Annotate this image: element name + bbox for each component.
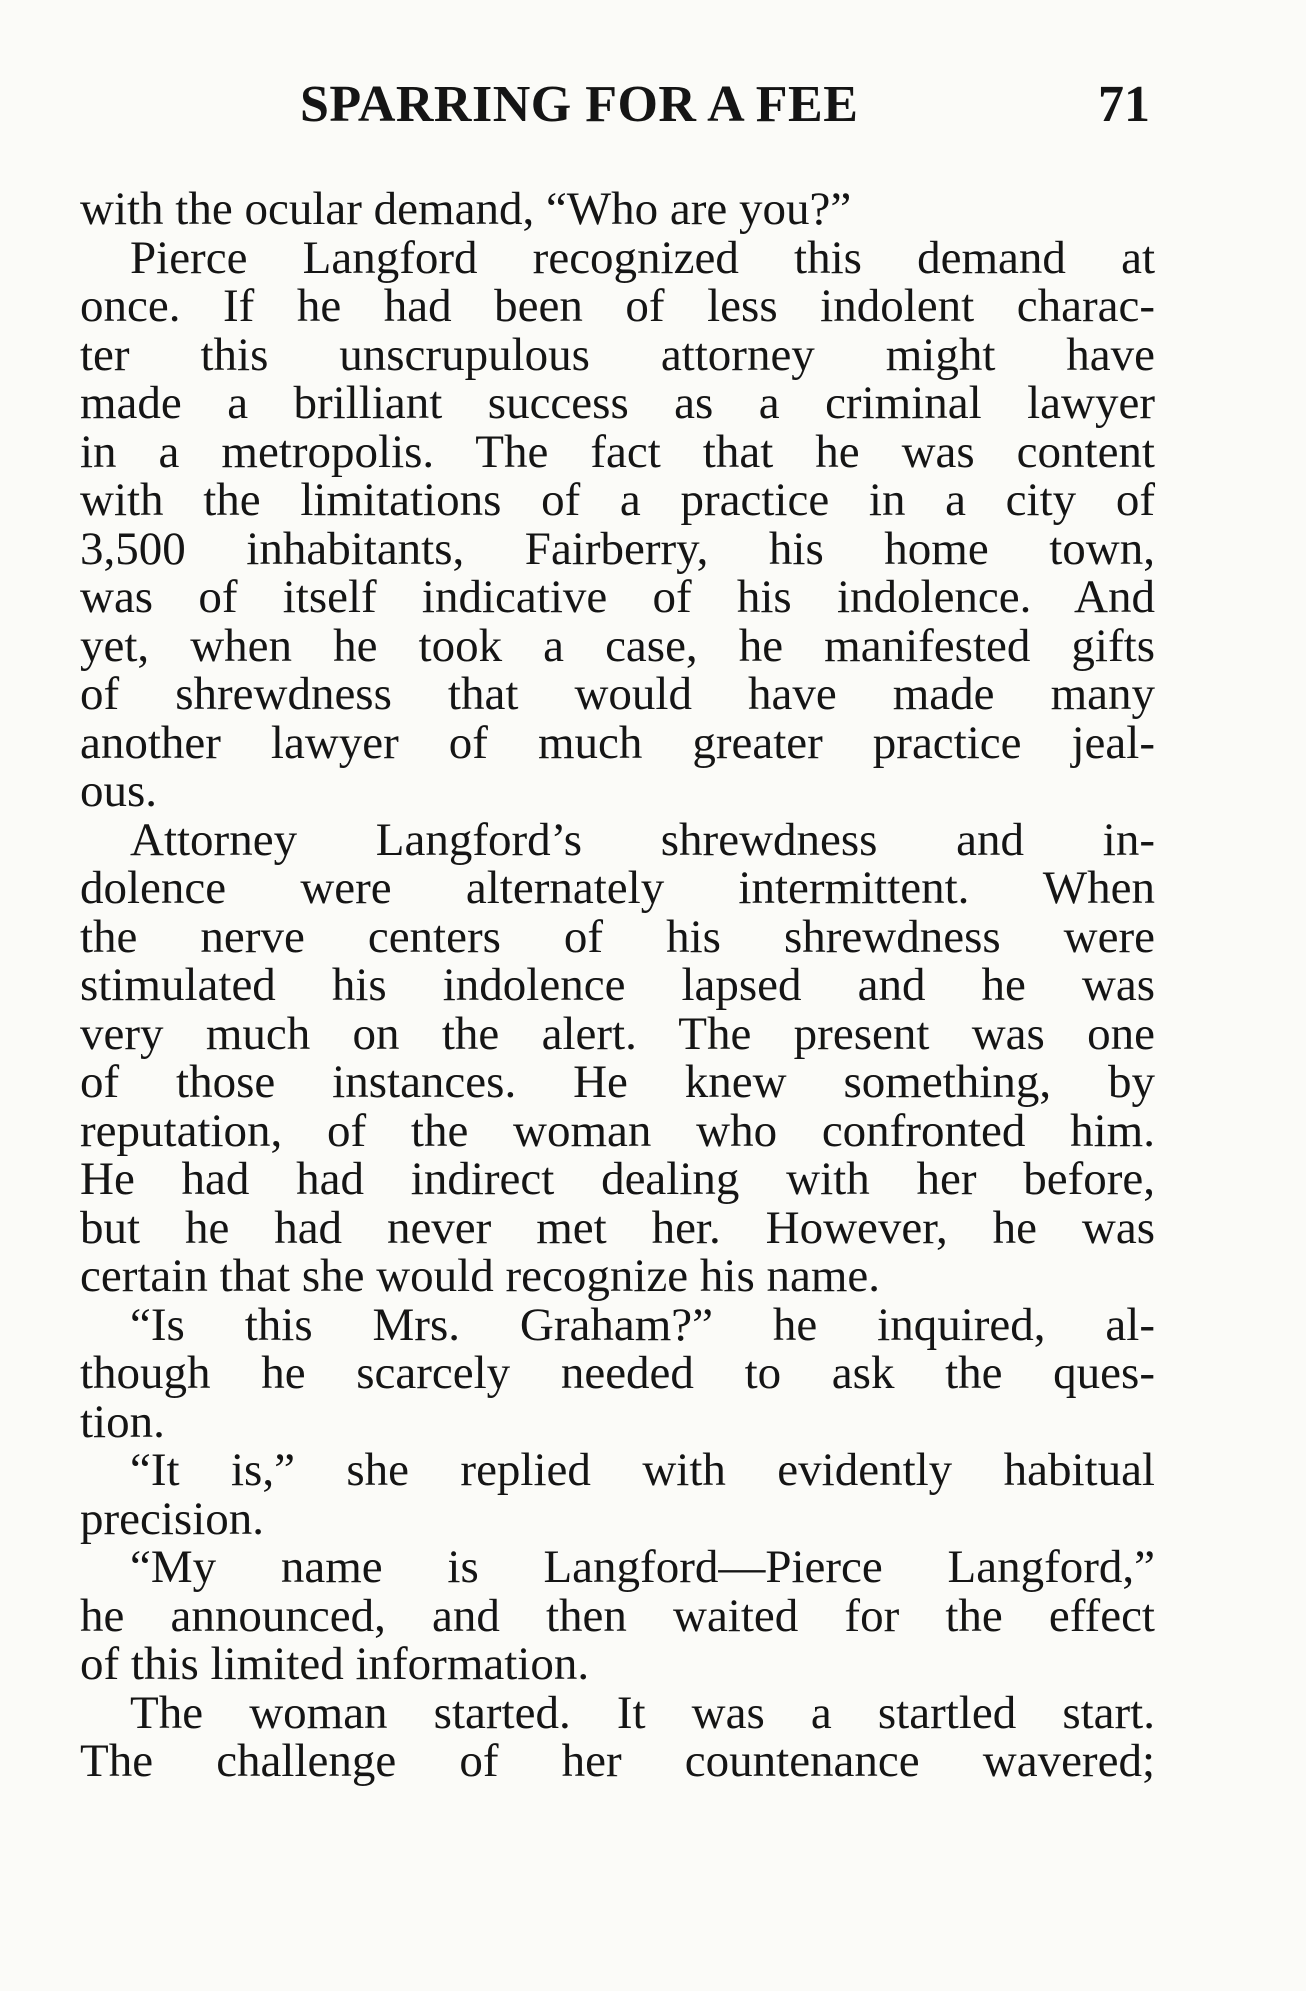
text-line: in a metropolis. The fact that he was content: [80, 425, 1155, 478]
text-line: The woman started. It was a startled start.: [130, 1686, 1155, 1739]
text-line: He had had indirect dealing with her before,: [80, 1153, 1155, 1205]
text-line: “Is this Mrs. Graham?” he inquired, al-: [130, 1298, 1155, 1351]
body-text: [80, 185, 1155, 1786]
page-header: [300, 70, 1160, 140]
text-line: with the ocular demand, “Who are you?”: [80, 183, 852, 235]
text-line: made a brilliant success as a criminal lawyer: [80, 377, 1155, 429]
text-line: The challenge of her countenance wavered;: [80, 1735, 1155, 1787]
text-line: reputation, of the woman who confronted him.: [80, 1104, 1155, 1157]
text-line: certain that she would recognize his name.: [80, 1250, 881, 1302]
text-line: yet, when he took a case, he manifested gifts: [80, 619, 1155, 672]
text-line: “It is,” she replied with evidently habitual: [130, 1444, 1155, 1496]
text-line: with the limitations of a practice in a city of: [80, 474, 1155, 526]
text-line: Attorney Langford’s shrewdness and in-: [130, 813, 1155, 866]
text-line: 3,500 inhabitants, Fairberry, his home town,: [80, 522, 1155, 575]
text-line: once. If he had been of less indolent charac-: [80, 280, 1155, 332]
text-line: “My name is Langford—Pierce Langford,”: [130, 1541, 1155, 1593]
text-line: dolence were alternately intermittent. When: [80, 862, 1155, 914]
text-line: ous.: [80, 765, 158, 817]
text-line: precision.: [80, 1492, 265, 1545]
page-number: 71: [1098, 76, 1150, 133]
text-line: he announced, and then waited for the effect: [80, 1589, 1155, 1642]
text-line: stimulated his indolence lapsed and he was: [80, 959, 1155, 1011]
running-title: SPARRING FOR A FEE: [300, 76, 859, 133]
text-line: but he had never met her. However, he was: [80, 1201, 1155, 1254]
text-line: very much on the alert. The present was one: [80, 1007, 1155, 1060]
text-line: was of itself indicative of his indolence. And: [80, 571, 1155, 623]
text-line: tion.: [80, 1395, 165, 1448]
text-line: of shrewdness that would have made many: [80, 668, 1155, 720]
text-line: the nerve centers of his shrewdness were: [80, 910, 1155, 963]
text-line: of this limited information.: [80, 1638, 590, 1690]
text-line: another lawyer of much greater practice jeal-: [80, 716, 1155, 769]
text-line: though he scarcely needed to ask the ques-: [80, 1347, 1155, 1399]
text-line: of those instances. He knew something, by: [80, 1056, 1155, 1108]
text-line: Pierce Langford recognized this demand at: [130, 231, 1155, 284]
text-line: ter this unscrupulous attorney might have: [80, 328, 1155, 381]
